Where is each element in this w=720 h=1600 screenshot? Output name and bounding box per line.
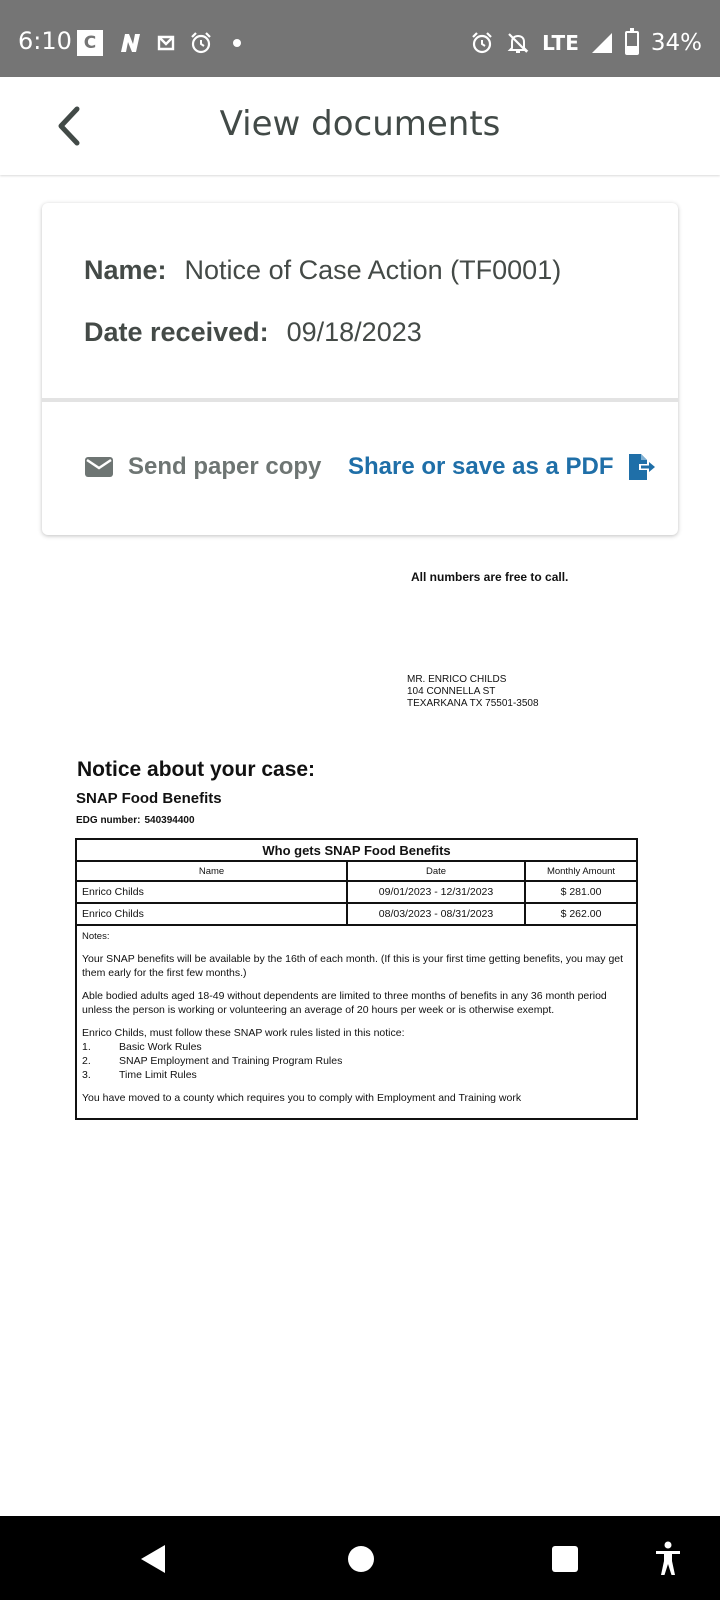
table-row bbox=[76, 903, 637, 925]
date-value: 09/18/2023 bbox=[286, 317, 422, 347]
notes-label: Notes: bbox=[82, 931, 110, 942]
table-row bbox=[76, 881, 637, 903]
nav-recents-icon[interactable] bbox=[552, 1546, 578, 1572]
notes-cell bbox=[76, 925, 637, 1119]
table-header: Name bbox=[76, 861, 347, 881]
table-cell: 09/01/2023 - 12/31/2023 bbox=[347, 881, 525, 903]
divider bbox=[42, 398, 678, 402]
share-pdf-button[interactable] bbox=[348, 453, 657, 481]
send-paper-copy-label: Send paper copy bbox=[128, 453, 322, 480]
note-paragraph: Enrico Childs, must follow these SNAP work rules listed in this notice: bbox=[82, 1027, 405, 1039]
table-caption: Who gets SNAP Food Benefits bbox=[76, 839, 637, 861]
name-label: Name: bbox=[84, 255, 167, 285]
page-title: View documents bbox=[219, 104, 501, 144]
list-item: 3. Time Limit Rules bbox=[82, 1069, 197, 1081]
notification-icons bbox=[77, 29, 241, 57]
table-header: Date bbox=[347, 861, 525, 881]
accessibility-icon[interactable] bbox=[653, 1541, 683, 1577]
network-type: LTE bbox=[542, 31, 579, 55]
table-header: Monthly Amount bbox=[525, 861, 637, 881]
doc-heading: Notice about your case: bbox=[77, 758, 316, 781]
document-preview[interactable] bbox=[0, 570, 720, 1140]
doc-address-block bbox=[407, 674, 539, 710]
table-cell: 08/03/2023 - 08/31/2023 bbox=[347, 903, 525, 925]
status-bar bbox=[0, 0, 720, 77]
list-item: 1. Basic Work Rules bbox=[82, 1041, 202, 1053]
mail-app-icon bbox=[157, 34, 175, 52]
status-time: 6:10 bbox=[18, 27, 72, 55]
list-item: 2. SNAP Employment and Training Program Rules bbox=[82, 1055, 343, 1067]
battery-icon bbox=[625, 31, 639, 55]
table-cell: $ 281.00 bbox=[525, 881, 637, 903]
c-app-icon: C bbox=[77, 30, 103, 56]
share-pdf-label: Share or save as a PDF bbox=[348, 453, 614, 480]
date-label: Date received: bbox=[84, 317, 269, 347]
signal-icon bbox=[591, 32, 613, 54]
document-info-card bbox=[42, 203, 678, 535]
system-icons bbox=[470, 29, 702, 57]
note-paragraph: Able bodied adults aged 18-49 without dependents are limited to three months of benefits in any 36 month period unless the person is working or volunteering an average of 20 hours per week or is otherwise exempt. bbox=[82, 990, 607, 1016]
address-line: MR. ENRICO CHILDS bbox=[407, 674, 507, 685]
bell-off-icon bbox=[506, 31, 530, 55]
nav-home-icon[interactable] bbox=[348, 1546, 374, 1572]
n-app-icon bbox=[117, 32, 143, 54]
doc-free-call-note: All numbers are free to call. bbox=[411, 570, 569, 584]
app-bar bbox=[0, 77, 720, 175]
edg-label: EDG number: bbox=[76, 815, 141, 826]
document-name-row bbox=[84, 255, 561, 286]
rules-list bbox=[82, 1040, 631, 1082]
address-line: 104 CONNELLA ST bbox=[407, 686, 496, 697]
alarm-icon bbox=[470, 31, 494, 55]
envelope-icon bbox=[84, 455, 114, 479]
note-paragraph: Your SNAP benefits will be available by the 16th of each month. (If this is your first time getting benefits, you may get them early for the first few months.) bbox=[82, 953, 624, 979]
doc-subheading: SNAP Food Benefits bbox=[76, 790, 222, 807]
export-file-icon bbox=[627, 453, 657, 481]
doc-edg-number bbox=[76, 815, 195, 826]
table-cell: Enrico Childs bbox=[76, 881, 347, 903]
send-paper-copy-button[interactable] bbox=[84, 453, 321, 481]
note-paragraph: You have moved to a county which requires you to comply with Employment and Training work bbox=[82, 1092, 522, 1104]
system-nav-bar bbox=[0, 1516, 720, 1600]
dot-icon bbox=[233, 39, 241, 47]
alarm-icon bbox=[189, 31, 213, 55]
address-line: TEXARKANA TX 75501-3508 bbox=[407, 698, 539, 709]
table-cell: $ 262.00 bbox=[525, 903, 637, 925]
edg-value: 540394400 bbox=[144, 815, 195, 826]
name-value: Notice of Case Action (TF0001) bbox=[184, 255, 562, 285]
nav-back-icon[interactable] bbox=[140, 1544, 166, 1574]
battery-percent: 34% bbox=[650, 30, 702, 56]
doc-table-clip bbox=[0, 838, 720, 1140]
benefits-table bbox=[75, 838, 638, 1120]
date-received-row bbox=[84, 317, 422, 348]
table-cell: Enrico Childs bbox=[76, 903, 347, 925]
